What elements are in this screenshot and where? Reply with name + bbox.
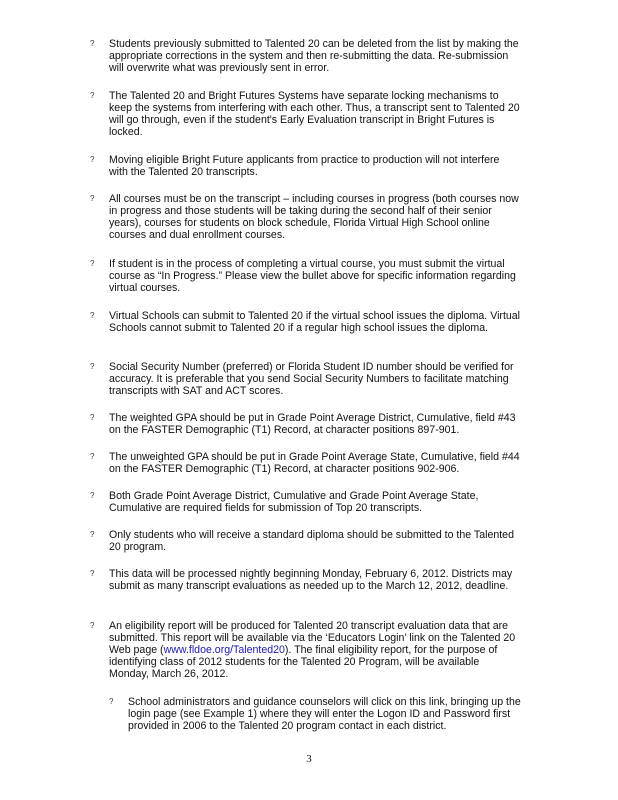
bullet-icon: ?: [90, 91, 95, 100]
bullet-icon: ?: [90, 452, 95, 461]
bullet-icon: ?: [90, 259, 95, 268]
bullet-icon: ?: [90, 155, 95, 164]
list-item: [90, 258, 521, 294]
list-item: [90, 451, 521, 475]
bullet-icon: ?: [90, 413, 95, 422]
item-text: All courses must be on the transcript – including courses in progress (both courses now in progress and those students will be taking during the second half of their senior years), courses for students on block schedule, Florida Virtual High School online courses and dual enrollment courses.: [109, 193, 519, 241]
item-text: Students previously submitted to Talented 20 can be deleted from the list by making the appropriate corrections in the system and then re-submitting the data. Re-submission will overwrite what was previously sent in error.: [109, 38, 519, 74]
list-item: [90, 490, 521, 514]
item-text: Virtual Schools can submit to Talented 20 if the virtual school issues the diploma. Virtual Schools cannot submit to Talented 20 if a regular high school issues the diploma.: [109, 310, 521, 334]
item-text: Social Security Number (preferred) or Florida Student ID number should be verified for accuracy. It is preferable that you send Social Security Numbers to facilitate matching transcripts with SAT and ACT scores.: [109, 361, 514, 397]
item-text-before-link: An eligibility report will be produced for Talented 20 transcript evaluation data that are submitted. This report will be available via the ‘Educators Login’ link on the Talented 20 Web page (: [109, 620, 516, 656]
list-item: [90, 620, 521, 680]
list-item: [90, 568, 521, 592]
bullet-icon: ?: [90, 621, 95, 630]
bullet-icon: ?: [90, 39, 95, 48]
list-item: [90, 154, 521, 178]
item-text: This data will be processed nightly beginning Monday, February 6, 2012. Districts may submit as many transcript evaluations as needed up to the March 12, 2012, deadline.: [109, 568, 513, 592]
list-item: [90, 529, 521, 553]
bullet-icon: ?: [90, 194, 95, 203]
list-item: [90, 412, 521, 436]
bullet-icon: ?: [90, 362, 95, 371]
item-text: Moving eligible Bright Future applicants from practice to production will not interfere with the Talented 20 transcripts.: [109, 154, 500, 178]
item-text: The weighted GPA should be put in Grade Point Average District, Cumulative, field #43 on the FASTER Demographic (T1) Record, at character positions 897-901.: [109, 412, 516, 436]
sub-item-text: School administrators and guidance counselors will click on this link, bringing up the login page (see Example 1) where they will enter the Logon ID and Password first provided in 2006 to the Talented 20 program contact in each district.: [128, 696, 521, 732]
bullet-icon: ?: [90, 530, 95, 539]
list-item: [90, 38, 521, 74]
list-item: [90, 193, 521, 241]
page-number: 3: [306, 753, 312, 765]
item-text: Both Grade Point Average District, Cumulative and Grade Point Average State, Cumulative are required fields for submission of Top 20 transcripts.: [109, 490, 479, 514]
item-text: The Talented 20 and Bright Futures Systems have separate locking mechanisms to keep the systems from interfering with each other. Thus, a transcript sent to Talented 20 will go through, even if the student's Early Evaluation transcript in Bright Futures is locked.: [109, 90, 520, 138]
list-item: [90, 90, 521, 138]
item-text: Only students who will receive a standard diploma should be submitted to the Talented 20 program.: [109, 529, 514, 553]
list-item: [90, 361, 521, 397]
item-text: If student is in the process of completing a virtual course, you must submit the virtual course as “In Progress.” Please view the bullet above for specific information regarding virtual courses.: [109, 258, 516, 294]
talented20-web-link[interactable]: www.fldoe.org/Talented20: [163, 644, 285, 656]
bullet-icon: ?: [90, 569, 95, 578]
item-text-after-link: ). The final eligibility report, for the purpose of identifying class of 2012 students for the Talented 20 Program, will be available Monday, March 26, 2012.: [109, 644, 498, 680]
bullet-icon: ?: [90, 491, 95, 500]
bullet-icon: ?: [90, 311, 95, 320]
sub-bullet-icon: ?: [109, 697, 114, 706]
list-item: [90, 310, 521, 334]
sub-list-item: [109, 696, 528, 732]
item-text: The unweighted GPA should be put in Grade Point Average State, Cumulative, field #44 on the FASTER Demographic (T1) Record, at character positions 902-906.: [109, 451, 520, 475]
